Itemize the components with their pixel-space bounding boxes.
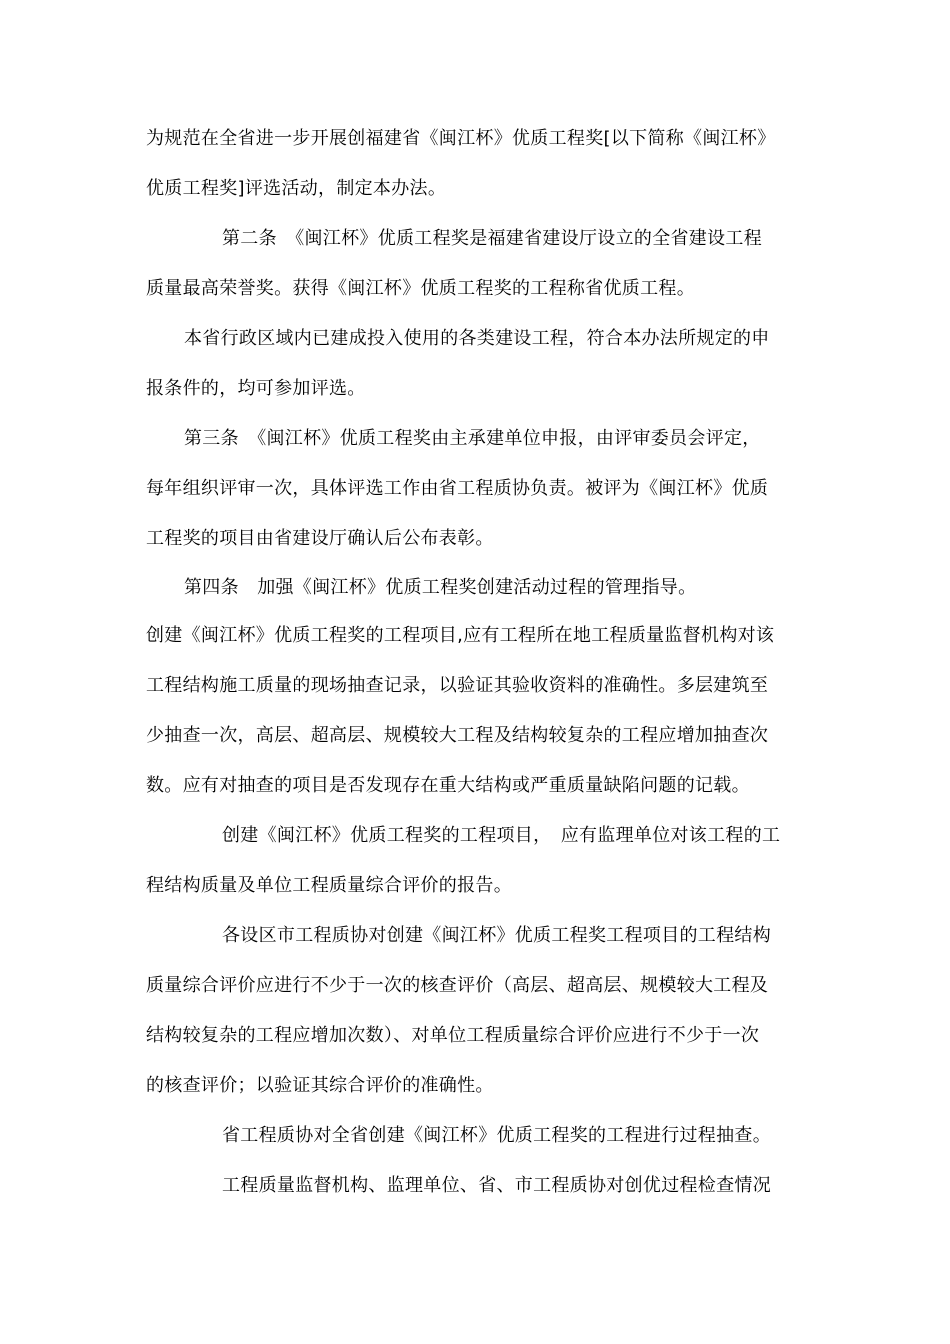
text-line: 工程质量监督机构、监理单位、省、市工程质协对创优过程检查情况 — [222, 1175, 771, 1196]
text-line: 质量综合评价应进行不少于一次的核查评价（高层、超高层、规模较大工程及 — [146, 975, 769, 996]
text-line: 优质工程奖]评选活动，制定本办法。 — [146, 178, 447, 199]
text-line: 创建《闽江杯》优质工程奖的工程项目， 应有监理单位对该工程的工 — [222, 825, 781, 846]
text-line: 少抽查一次，高层、超高层、规模较大工程及结构较复杂的工程应增加抽查次 — [146, 725, 769, 746]
text-line: 第四条 加强《闽江杯》优质工程奖创建活动过程的管理指导。 — [184, 577, 697, 598]
text-line: 创建《闽江杯》优质工程奖的工程项目,应有工程所在地工程质量监督机构对该 — [146, 625, 775, 646]
text-line: 各设区市工程质协对创建《闽江杯》优质工程奖工程项目的工程结构 — [222, 925, 771, 946]
text-line: 报条件的，均可参加评选。 — [146, 378, 366, 399]
text-line: 工程奖的项目由省建设厅确认后公布表彰。 — [146, 528, 494, 549]
text-line: 的核查评价；以验证其综合评价的准确性。 — [146, 1075, 494, 1096]
text-line: 工程结构施工质量的现场抽查记录，以验证其验收资料的准确性。多层建筑至 — [146, 675, 769, 696]
text-line: 每年组织评审一次，具体评选工作由省工程质协负责。被评为《闽江杯》优质 — [146, 478, 769, 499]
text-line: 本省行政区域内已建成投入使用的各类建设工程，符合本办法所规定的申 — [184, 328, 770, 349]
text-line: 程结构质量及单位工程质量综合评价的报告。 — [146, 875, 512, 896]
text-line: 为规范在全省进一步开展创福建省《闽江杯》优质工程奖[以下简称《闽江杯》 — [146, 128, 776, 149]
text-line: 质量最高荣誉奖。获得《闽江杯》优质工程奖的工程称省优质工程。 — [146, 278, 695, 299]
text-line: 省工程质协对全省创建《闽江杯》优质工程奖的工程进行过程抽查。 — [222, 1125, 771, 1146]
text-line: 第三条 《闽江杯》优质工程奖由主承建单位申报，由评审委员会评定， — [184, 428, 761, 449]
text-line: 第二条 《闽江杯》优质工程奖是福建省建设厅设立的全省建设工程 — [222, 228, 762, 249]
text-line: 数。应有对抽查的项目是否发现存在重大结构或严重质量缺陷问题的记载。 — [146, 775, 750, 796]
text-line: 结构较复杂的工程应增加次数）、对单位工程质量综合评价应进行不少于一次 — [146, 1025, 760, 1046]
